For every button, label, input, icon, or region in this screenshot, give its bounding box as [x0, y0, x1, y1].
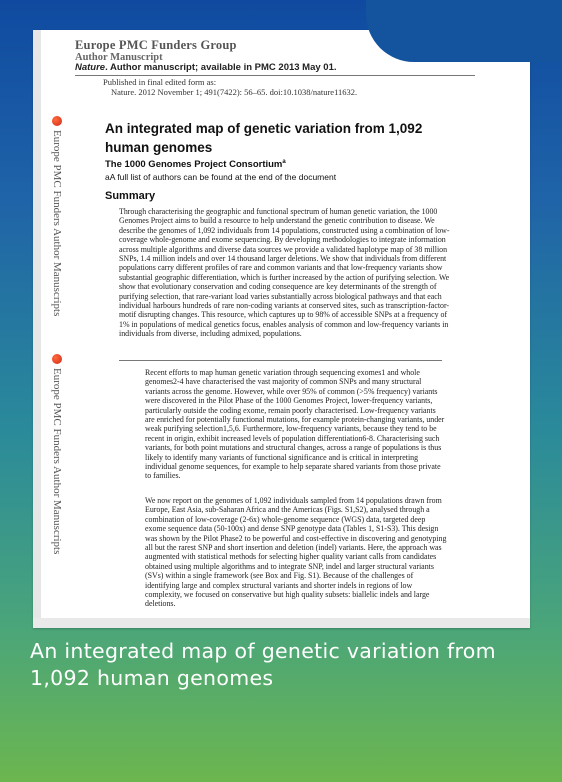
consortium-author [105, 159, 286, 170]
journal-availability [75, 62, 337, 73]
page-left-strip [33, 30, 41, 628]
side-label-top [51, 116, 65, 348]
corner-decoration [366, 0, 562, 62]
funders-group-heading: Europe PMC Funders Group [75, 38, 237, 52]
citation: Nature. 2012 November 1; 491(7422): 56–65. doi:10.1038/nature11632. [111, 87, 358, 97]
summary-divider [119, 360, 442, 361]
published-label: Published in final edited form as: [103, 77, 217, 87]
summary-text: Through characterising the geographic and functional spectrum of human genetic variation, the 1000 Genomes Project aims to build a resource to help understand the genetic contribution to disease. We describe the genomes of 1,092 individuals from 14 populations, constructed using a combination of low-coverage whole-genome and exome sequencing. By developing methodologies to integrate information across multiple algorithms and diverse data sources we provide a validated haplotype map of 38 million SNPs, 1.4 million indels and over 14 thousand larger deletions. We show that individuals from different populations carry different profiles of rare and common variants and that low-frequency variants show substantial geographic differentiation, which is further increased by the action of purifying selection. We show that evolutionary conservation and coding consequence are key determinants of the strength of purifying selection, that rare-variant load varies substantially across biological pathways and that each individual harbours hundreds of rare non-coding variants at conserved sites, such as transcription-factor-motif disrupting changes. This resource, which captures up to 98% of accessible SNPs at a frequency of 1% in populations of medical genetics focus, enables analysis of common and low-frequency variants in individuals from diverse, including admixed, populations. [119, 207, 450, 339]
side-label-bottom [51, 354, 65, 586]
availability-text: . Author manuscript; available in PMC 2013 May 01. [105, 62, 337, 73]
document-page [33, 30, 530, 628]
body-paragraph-2: We now report on the genomes of 1,092 individuals sampled from 14 populations drawn from Europe, East Asia, sub-Saharan Africa and the Americas (Figs. S1,S2), analysed through a combination of low-coverage (2-6x) whole-genome sequence (WGS) data, targeted deep exome sequence data (50-100x) and dense SNP genotype data (Tables 1, S1-S3). This design was shown by the Pilot Phase2 to be powerful and cost-effective in discovering and genotyping all but the rarest SNP and short insertion and deletion (indel) variants. Here, the approach was augmented with statistical methods for selecting higher quality variant calls from candidates obtained using multiple algorithms and to integrate SNP, indel and larger structural variants (SVs) within a single framework (see Box and Fig. S1). Because of the challenges of identifying large and complex structural variants and shorter indels in regions of low complexity, we focused on conservative but high quality subsets: biallelic indels and large deletions. [145, 496, 447, 609]
europe-pmc-logo-icon [52, 116, 62, 126]
side-label-text: Europe PMC Funders Author Manuscripts [51, 368, 63, 555]
europe-pmc-logo-icon [52, 354, 62, 364]
side-label-text: Europe PMC Funders Author Manuscripts [51, 130, 63, 317]
summary-heading: Summary [105, 190, 156, 202]
page-bottom-strip [33, 618, 530, 628]
image-caption: An integrated map of genetic variation from 1,092 human genomes [30, 639, 496, 690]
consortium-footnote: aA full list of authors can be found at the end of the document [105, 172, 337, 182]
consortium-name: The 1000 Genomes Project Consortium [105, 159, 283, 171]
consortium-superscript: a [282, 159, 286, 165]
body-paragraph-1: Recent efforts to map human genetic variation through sequencing exomes1 and whole genomes2-4 have characterised the vast majority of common SNPs and many structural variants across the genome. However, while over 95% of common (>5% frequency) variants were discovered in the Pilot Phase of the 1000 Genomes Project, lower-frequency variants, particularly outside the coding exome, remain poorly characterised. Low-frequency variants are enriched for potentially functional mutations, for example protein-changing variants, under weak purifying selection1,5,6. Furthermore, low-frequency variants, because they tend to be recent in origin, exhibit increased levels of population differentiation6-8. Characterising such variants, for both point mutations and structural changes, across a range of populations is thus likely to identify many variants of functional significance and is critical in interpreting individual genome sequences, for example to help separate shared variants from those private to families. [145, 368, 445, 481]
header-divider [75, 75, 475, 76]
article-title: An integrated map of genetic variation from 1,092 human genomes [105, 121, 423, 155]
author-manuscript-heading: Author Manuscript [75, 52, 163, 63]
journal-name: Nature [75, 62, 106, 73]
